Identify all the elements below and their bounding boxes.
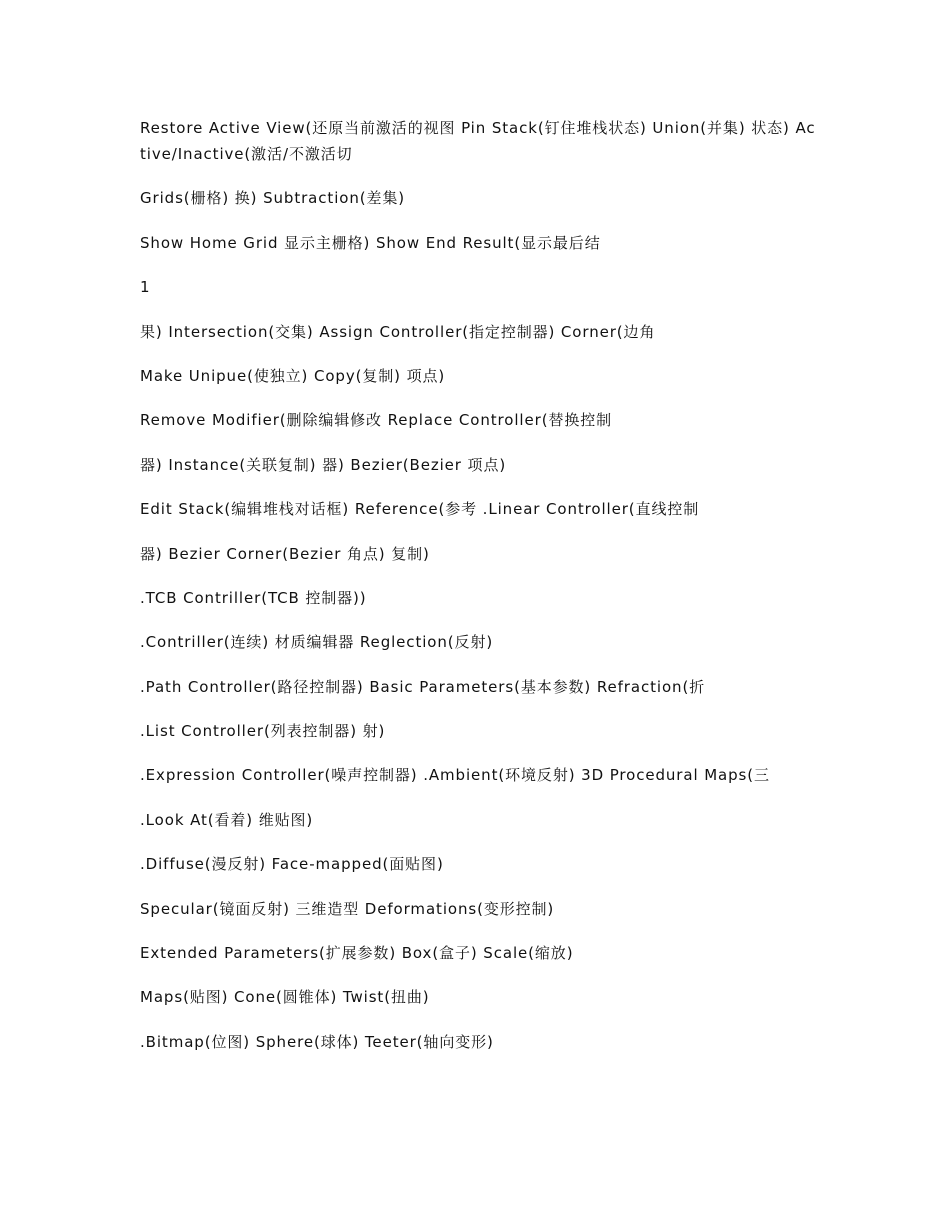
- text-line-5: 果) Intersection(交集) Assign Controller(指定控制器) Corner(边角: [140, 322, 656, 341]
- document-body: [140, 115, 820, 1073]
- page-number: 1: [140, 278, 151, 297]
- text-line-14: .List Controller(列表控制器) 射): [140, 722, 386, 741]
- text-line-2: Grids(栅格) 换) Subtraction(差集): [140, 189, 406, 208]
- text-line-16: .Look At(看着) 维贴图): [140, 810, 314, 829]
- text-line-6: Make Unipue(使独立) Copy(复制) 项点): [140, 366, 446, 385]
- text-line-9: Edit Stack(编辑堆栈对话框) Reference(参考 .Linear Controller(直线控制: [140, 500, 700, 519]
- text-line-3: Show Home Grid 显示主栅格) Show End Result(显示最后结: [140, 233, 601, 252]
- text-line-7: Remove Modifier(删除编辑修改 Replace Controller(替换控制: [140, 411, 613, 430]
- text-line-17: .Diffuse(漫反射) Face-mapped(面贴图): [140, 855, 444, 874]
- text-line-1: Restore Active View(还原当前激活的视图 Pin Stack(钉住堆栈状态) Union(并集) 状态) Active/Inactive(激活/不激活切: [140, 119, 816, 163]
- text-line-18: Specular(镜面反射) 三维造型 Deformations(变形控制): [140, 899, 555, 918]
- text-line-8: 器) Instance(关联复制) 器) Bezier(Bezier 项点): [140, 455, 507, 474]
- text-line-12: .Contriller(连续) 材质编辑器 Reglection(反射): [140, 633, 494, 652]
- text-line-10: 器) Bezier Corner(Bezier 角点) 复制): [140, 544, 430, 563]
- text-line-20: Maps(贴图) Cone(圆锥体) Twist(扭曲): [140, 988, 430, 1007]
- text-line-15: .Expression Controller(噪声控制器) .Ambient(环境反射) 3D Procedural Maps(三: [140, 766, 770, 785]
- text-line-13: .Path Controller(路径控制器) Basic Parameters(基本参数) Refraction(折: [140, 677, 706, 696]
- text-line-21: .Bitmap(位图) Sphere(球体) Teeter(轴向变形): [140, 1032, 494, 1051]
- text-line-11: .TCB Contriller(TCB 控制器)): [140, 588, 367, 607]
- text-line-19: Extended Parameters(扩展参数) Box(盒子) Scale(缩放): [140, 944, 574, 963]
